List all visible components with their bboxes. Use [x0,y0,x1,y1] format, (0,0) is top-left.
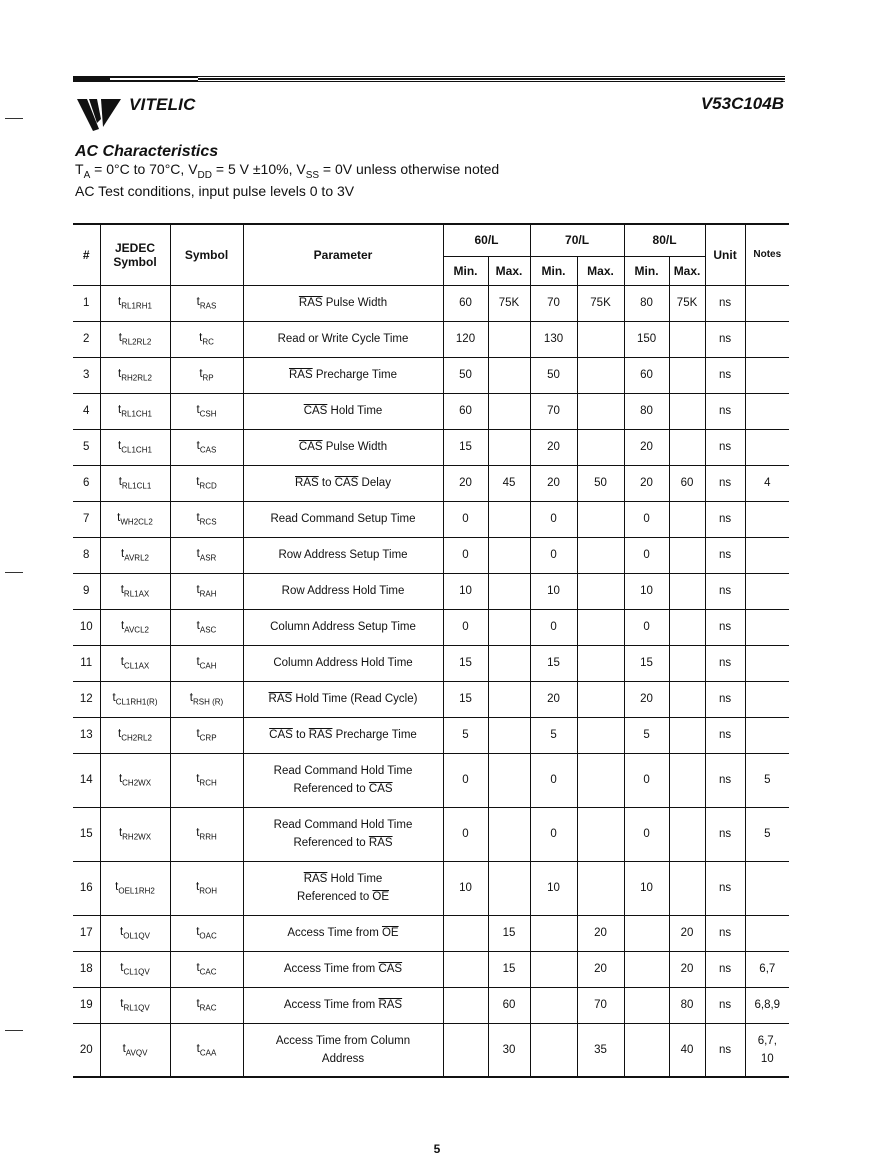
row-number: 17 [73,915,100,951]
unit: ns [705,609,745,645]
value-70l-max [577,609,624,645]
value-80l-min: 0 [624,753,669,807]
symbol: $t_{ROH}$ [170,861,243,915]
unit: ns [705,681,745,717]
value-70l-min: 20 [530,465,577,501]
value-70l-max: 35 [577,1023,624,1077]
notes: 6,7 [745,951,789,987]
value-80l-min: 20 [624,465,669,501]
table-row [73,987,789,1023]
table-row [73,807,789,861]
value-60l-min: 60 [443,393,488,429]
value-80l-min: 80 [624,285,669,321]
table-row [73,573,789,609]
value-80l-min [624,951,669,987]
unit: ns [705,285,745,321]
row-number: 12 [73,681,100,717]
value-80l-min: 10 [624,861,669,915]
row-number: 1 [73,285,100,321]
value-70l-max [577,357,624,393]
notes: 6,8,9 [745,987,789,1023]
value-60l-max [488,681,530,717]
unit: ns [705,321,745,357]
symbol: $t_{RCD}$ [170,465,243,501]
unit: ns [705,807,745,861]
jedec-symbol: $t_{AVRL2}$ [100,537,170,573]
ac-characteristics-table [73,223,789,1078]
symbol: $t_{OAC}$ [170,915,243,951]
row-number: 19 [73,987,100,1023]
value-80l-max: 40 [669,1023,705,1077]
value-60l-max [488,501,530,537]
symbol: $t_{CAA}$ [170,1023,243,1077]
value-80l-max: 75K [669,285,705,321]
value-70l-min: 10 [530,573,577,609]
value-70l-max [577,429,624,465]
value-60l-max [488,609,530,645]
value-70l-max [577,501,624,537]
value-60l-max [488,717,530,753]
unit: ns [705,951,745,987]
value-80l-min: 0 [624,609,669,645]
jedec-symbol: $t_{RH2RL2}$ [100,357,170,393]
parameter: Read or Write Cycle Time [243,321,443,357]
value-60l-max: 15 [488,951,530,987]
value-80l-min: 150 [624,321,669,357]
table-row [73,537,789,573]
value-80l-min [624,1023,669,1077]
table-row [73,393,789,429]
parameter: Row Address Setup Time [243,537,443,573]
value-80l-min: 0 [624,537,669,573]
value-60l-min: 0 [443,609,488,645]
value-70l-min: 15 [530,645,577,681]
value-60l-min: 0 [443,807,488,861]
value-60l-max [488,861,530,915]
jedec-symbol: $t_{CH2WX}$ [100,753,170,807]
header-min: Min. [530,256,577,285]
unit: ns [705,465,745,501]
test-conditions: AC Test conditions, input pulse levels 0 to 3V [75,183,355,199]
jedec-symbol: $t_{AVCL2}$ [100,609,170,645]
symbol: $t_{CAS}$ [170,429,243,465]
value-60l-min [443,951,488,987]
value-60l-min: 0 [443,501,488,537]
header-max: Max. [669,256,705,285]
value-70l-max: 75K [577,285,624,321]
parameter: Column Address Setup Time [243,609,443,645]
value-80l-max [669,321,705,357]
jedec-symbol: $t_{RL1CH1}$ [100,393,170,429]
value-80l-max [669,429,705,465]
header-jedec: JEDEC Symbol [100,224,170,285]
jedec-symbol: $t_{WH2CL2}$ [100,501,170,537]
row-number: 11 [73,645,100,681]
value-60l-min: 50 [443,357,488,393]
notes [745,573,789,609]
jedec-symbol: $t_{OL1QV}$ [100,915,170,951]
section-title: AC Characteristics [75,143,219,160]
unit: ns [705,573,745,609]
table-row [73,1023,789,1077]
unit: ns [705,645,745,681]
value-70l-min [530,915,577,951]
value-80l-max [669,681,705,717]
value-60l-max: 60 [488,987,530,1023]
symbol: $t_{CAC}$ [170,951,243,987]
jedec-symbol: $t_{RL2RL2}$ [100,321,170,357]
parameter: Access Time from $\overline{CAS}$ [243,951,443,987]
table-row [73,645,789,681]
value-80l-min: 80 [624,393,669,429]
value-70l-min: 130 [530,321,577,357]
notes [745,861,789,915]
symbol: $t_{RCS}$ [170,501,243,537]
value-60l-min: 15 [443,681,488,717]
row-number: 15 [73,807,100,861]
header-rule-gap [110,78,198,80]
row-number: 18 [73,951,100,987]
value-60l-max: 30 [488,1023,530,1077]
scan-margin-mark [5,572,23,573]
notes [745,393,789,429]
parameter: Access Time from $\overline{OE}$ [243,915,443,951]
value-60l-min: 5 [443,717,488,753]
value-70l-max [577,807,624,861]
value-70l-max [577,861,624,915]
unit: ns [705,987,745,1023]
parameter: Access Time from $\overline{RAS}$ [243,987,443,1023]
jedec-symbol: $t_{RL1AX}$ [100,573,170,609]
jedec-symbol: $t_{RL1RH1}$ [100,285,170,321]
header-min: Min. [624,256,669,285]
value-60l-min: 10 [443,861,488,915]
header-min: Min. [443,256,488,285]
value-70l-max [577,393,624,429]
table-row [73,321,789,357]
value-80l-min: 10 [624,573,669,609]
parameter: Read Command Hold Time Referenced to $\overline{RAS}$ [243,807,443,861]
value-80l-min [624,915,669,951]
header-unit: Unit [705,224,745,285]
symbol: $t_{ASR}$ [170,537,243,573]
row-number: 5 [73,429,100,465]
header-num: # [73,224,100,285]
jedec-symbol: $t_{CL1AX}$ [100,645,170,681]
symbol: $t_{RSH (R)}$ [170,681,243,717]
value-80l-max [669,573,705,609]
value-70l-min: 20 [530,429,577,465]
parameter: $\overline{CAS}$ Pulse Width [243,429,443,465]
value-60l-min: 15 [443,645,488,681]
header-60l: 60/L [443,224,530,256]
table-row [73,609,789,645]
header-70l: 70/L [530,224,624,256]
parameter: Column Address Hold Time [243,645,443,681]
notes [745,645,789,681]
header-notes: Notes [745,224,789,285]
symbol: $t_{CRP}$ [170,717,243,753]
value-80l-max [669,753,705,807]
value-60l-max [488,753,530,807]
value-80l-min: 20 [624,681,669,717]
symbol: $t_{RC}$ [170,321,243,357]
row-number: 9 [73,573,100,609]
parameter: Read Command Hold Time Referenced to $\overline{CAS}$ [243,753,443,807]
value-70l-min [530,1023,577,1077]
table-row [73,861,789,915]
notes [745,609,789,645]
parameter: Read Command Setup Time [243,501,443,537]
notes [745,717,789,753]
unit: ns [705,501,745,537]
row-number: 14 [73,753,100,807]
notes [745,915,789,951]
value-70l-max [577,753,624,807]
notes: 5 [745,807,789,861]
table-row [73,465,789,501]
value-80l-max [669,537,705,573]
value-60l-min [443,1023,488,1077]
table-row [73,717,789,753]
value-70l-min: 5 [530,717,577,753]
value-70l-min: 0 [530,807,577,861]
notes [745,285,789,321]
row-number: 20 [73,1023,100,1077]
parameter: $\overline{RAS}$ Hold Time Referenced to $\overline{OE}$ [243,861,443,915]
value-80l-max [669,861,705,915]
value-60l-max [488,537,530,573]
value-80l-max [669,609,705,645]
value-80l-min: 0 [624,501,669,537]
value-60l-max: 45 [488,465,530,501]
value-80l-min: 15 [624,645,669,681]
table-row [73,501,789,537]
scan-margin-mark [5,1030,23,1031]
row-number: 10 [73,609,100,645]
parameter: $\overline{CAS}$ to $\overline{RAS}$ Precharge Time [243,717,443,753]
value-80l-max [669,807,705,861]
jedec-symbol: $t_{CL1QV}$ [100,951,170,987]
row-number: 3 [73,357,100,393]
value-70l-max [577,321,624,357]
table-row [73,429,789,465]
value-70l-max [577,573,624,609]
value-70l-min: 0 [530,753,577,807]
parameter: $\overline{RAS}$ Precharge Time [243,357,443,393]
table-row [73,681,789,717]
value-80l-min: 20 [624,429,669,465]
jedec-symbol: $t_{RL1QV}$ [100,987,170,1023]
jedec-symbol: $t_{OEL1RH2}$ [100,861,170,915]
value-70l-min [530,987,577,1023]
row-number: 6 [73,465,100,501]
parameter: Row Address Hold Time [243,573,443,609]
jedec-symbol: $t_{RH2WX}$ [100,807,170,861]
page-number: 5 [433,1142,441,1156]
row-number: 2 [73,321,100,357]
table-row [73,915,789,951]
header-symbol: Symbol [170,224,243,285]
brand-name: VITELIC [129,95,196,114]
value-70l-min: 0 [530,501,577,537]
value-60l-max [488,357,530,393]
value-60l-min [443,915,488,951]
value-70l-min: 0 [530,537,577,573]
jedec-symbol: $t_{AVQV}$ [100,1023,170,1077]
symbol: $t_{CSH}$ [170,393,243,429]
value-60l-max [488,321,530,357]
value-70l-max: 20 [577,915,624,951]
symbol: $t_{RRH}$ [170,807,243,861]
header-max: Max. [577,256,624,285]
parameter: $\overline{CAS}$ Hold Time [243,393,443,429]
vitelic-logo-icon [75,93,123,133]
notes: 5 [745,753,789,807]
value-60l-max [488,807,530,861]
parameter: $\overline{RAS}$ Hold Time (Read Cycle) [243,681,443,717]
notes [745,537,789,573]
symbol: $t_{ASC}$ [170,609,243,645]
value-70l-max [577,645,624,681]
value-80l-max [669,501,705,537]
value-70l-max [577,717,624,753]
value-70l-min [530,951,577,987]
value-60l-max: 15 [488,915,530,951]
jedec-symbol: $t_{RL1CL1}$ [100,465,170,501]
row-number: 13 [73,717,100,753]
row-number: 4 [73,393,100,429]
row-number: 7 [73,501,100,537]
table-row [73,753,789,807]
value-70l-min: 70 [530,285,577,321]
value-80l-max: 60 [669,465,705,501]
notes [745,501,789,537]
value-80l-max: 80 [669,987,705,1023]
symbol: $t_{CAH}$ [170,645,243,681]
value-60l-max: 75K [488,285,530,321]
value-70l-min: 0 [530,609,577,645]
header-max: Max. [488,256,530,285]
notes: 6,7, 10 [745,1023,789,1077]
value-70l-min: 20 [530,681,577,717]
value-80l-max: 20 [669,951,705,987]
header-parameter: Parameter [243,224,443,285]
value-70l-min: 70 [530,393,577,429]
value-80l-max [669,717,705,753]
value-60l-min: 60 [443,285,488,321]
value-60l-min: 10 [443,573,488,609]
value-70l-max: 20 [577,951,624,987]
value-60l-max [488,393,530,429]
table-row [73,951,789,987]
value-70l-max: 70 [577,987,624,1023]
header-rule-line-2 [198,77,785,78]
unit: ns [705,429,745,465]
value-60l-min [443,987,488,1023]
header-80l: 80/L [624,224,705,256]
value-60l-min: 0 [443,537,488,573]
scan-margin-mark [5,118,23,119]
notes [745,429,789,465]
value-60l-min: 20 [443,465,488,501]
value-60l-min: 0 [443,753,488,807]
parameter: $\overline{RAS}$ to $\overline{CAS}$ Delay [243,465,443,501]
value-80l-min [624,987,669,1023]
notes: 4 [745,465,789,501]
unit: ns [705,1023,745,1077]
table-row [73,357,789,393]
jedec-symbol: $t_{CH2RL2}$ [100,717,170,753]
symbol: $t_{RAC}$ [170,987,243,1023]
row-number: 8 [73,537,100,573]
value-60l-max [488,645,530,681]
operating-conditions: $T_A = 0^\circ C$ to 70°C, $V_{DD} = 5$ V ±10%, $V_{SS} = 0V$ unless otherwise noted [75,161,500,181]
unit: ns [705,861,745,915]
value-80l-max [669,357,705,393]
value-70l-max: 50 [577,465,624,501]
symbol: $t_{RP}$ [170,357,243,393]
symbol: $t_{RCH}$ [170,753,243,807]
unit: ns [705,357,745,393]
value-60l-min: 120 [443,321,488,357]
value-60l-max [488,429,530,465]
value-60l-min: 15 [443,429,488,465]
notes [745,357,789,393]
value-80l-max [669,645,705,681]
part-number: V53C104B [700,94,784,113]
value-70l-max [577,537,624,573]
unit: ns [705,753,745,807]
jedec-symbol: $t_{CL1CH1}$ [100,429,170,465]
symbol: $t_{RAS}$ [170,285,243,321]
value-80l-min: 0 [624,807,669,861]
header-rule-line [198,80,785,81]
notes [745,321,789,357]
value-80l-max [669,393,705,429]
value-80l-min: 5 [624,717,669,753]
unit: ns [705,915,745,951]
value-80l-max: 20 [669,915,705,951]
unit: ns [705,537,745,573]
parameter: Access Time from Column Address [243,1023,443,1077]
value-60l-max [488,573,530,609]
value-70l-min: 50 [530,357,577,393]
unit: ns [705,393,745,429]
row-number: 16 [73,861,100,915]
value-70l-min: 10 [530,861,577,915]
unit: ns [705,717,745,753]
value-70l-max [577,681,624,717]
table-row [73,285,789,321]
jedec-symbol: $t_{CL1RH1(R)}$ [100,681,170,717]
notes [745,681,789,717]
symbol: $t_{RAH}$ [170,573,243,609]
parameter: $\overline{RAS}$ Pulse Width [243,285,443,321]
value-80l-min: 60 [624,357,669,393]
